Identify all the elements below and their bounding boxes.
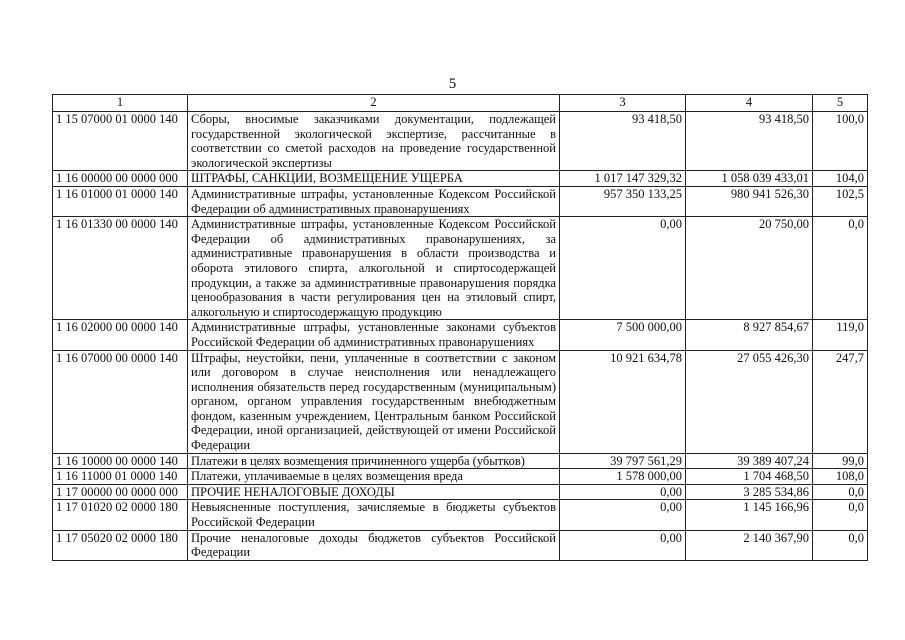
- table-row: [53, 453, 868, 469]
- revenue-name: Административные штрафы, установленные Кодексом Российской Федерации об административных правонарушениях: [188, 186, 560, 216]
- revenue-name: Платежи, уплачиваемые в целях возмещения вреда: [188, 469, 560, 485]
- plan-amount: 957 350 133,25: [560, 186, 686, 216]
- execution-percent: 99,0: [813, 453, 868, 469]
- actual-amount: 1 704 468,50: [686, 469, 813, 485]
- actual-amount: 20 750,00: [686, 217, 813, 320]
- budget-code: 1 17 01020 02 0000 180: [53, 500, 188, 530]
- revenue-name: Административные штрафы, установленные Кодексом Российской Федерации об административных правонарушениях, за административные правонарушения в области производства и оборота этилового спирта, алкогольной и спиртосодержащей продукции, а также за административные правонарушения порядка ценообразования в части регулирования цен на этиловый спирт, алкогольную и спиртосодержащую продукцию: [188, 217, 560, 320]
- execution-percent: 0,0: [813, 217, 868, 320]
- table-row: [53, 530, 868, 560]
- plan-amount: 39 797 561,29: [560, 453, 686, 469]
- revenue-name: Штрафы, неустойки, пени, уплаченные в соответствии с законом или договором в случае неисполнения или ненадлежащего исполнения обязательств перед государственным (муниципальным) органом, органом управления государственным внебюджетным фондом, казенным учреждением, Центральным банком Российской Федерации, иной организацией, действующей от имени Российской Федерации: [188, 350, 560, 453]
- table-row: [53, 186, 868, 216]
- revenue-name: Прочие неналоговые доходы бюджетов субъектов Российской Федерации: [188, 530, 560, 560]
- execution-percent: 108,0: [813, 469, 868, 485]
- plan-amount: 0,00: [560, 217, 686, 320]
- execution-percent: 247,7: [813, 350, 868, 453]
- column-header-code: 1: [53, 95, 188, 112]
- budget-code: 1 16 01000 01 0000 140: [53, 186, 188, 216]
- plan-amount: 93 418,50: [560, 112, 686, 171]
- execution-percent: 119,0: [813, 320, 868, 350]
- table-row: [53, 350, 868, 453]
- column-header-percent: 5: [813, 95, 868, 112]
- revenue-name: ПРОЧИЕ НЕНАЛОГОВЫЕ ДОХОДЫ: [188, 484, 560, 500]
- table-row: [53, 500, 868, 530]
- actual-amount: 93 418,50: [686, 112, 813, 171]
- plan-amount: 0,00: [560, 484, 686, 500]
- table-row: [53, 320, 868, 350]
- table-row: [53, 484, 868, 500]
- budget-code: 1 16 00000 00 0000 000: [53, 171, 188, 187]
- execution-percent: 104,0: [813, 171, 868, 187]
- revenue-table: [52, 94, 868, 561]
- budget-code: 1 17 00000 00 0000 000: [53, 484, 188, 500]
- execution-percent: 100,0: [813, 112, 868, 171]
- plan-amount: 1 578 000,00: [560, 469, 686, 485]
- budget-code: 1 15 07000 01 0000 140: [53, 112, 188, 171]
- page-number: 5: [448, 76, 457, 92]
- column-header-name: 2: [188, 95, 560, 112]
- revenue-name: Невыясненные поступления, зачисляемые в бюджеты субъектов Российской Федерации: [188, 500, 560, 530]
- actual-amount: 2 140 367,90: [686, 530, 813, 560]
- revenue-name: Платежи в целях возмещения причиненного ущерба (убытков): [188, 453, 560, 469]
- budget-code: 1 16 11000 01 0000 140: [53, 469, 188, 485]
- execution-percent: 0,0: [813, 484, 868, 500]
- table-row: [53, 469, 868, 485]
- table-row: [53, 112, 868, 171]
- plan-amount: 7 500 000,00: [560, 320, 686, 350]
- budget-code: 1 16 10000 00 0000 140: [53, 453, 188, 469]
- column-header-actual: 4: [686, 95, 813, 112]
- revenue-name: Сборы, вносимые заказчиками документации, подлежащей государственной экологической экспертизе, рассчитанные в соответствии со сметой расходов на проведение государственной экологической экспертизы: [188, 112, 560, 171]
- execution-percent: 0,0: [813, 500, 868, 530]
- budget-code: 1 17 05020 02 0000 180: [53, 530, 188, 560]
- actual-amount: 39 389 407,24: [686, 453, 813, 469]
- actual-amount: 1 145 166,96: [686, 500, 813, 530]
- execution-percent: 0,0: [813, 530, 868, 560]
- actual-amount: 8 927 854,67: [686, 320, 813, 350]
- actual-amount: 3 285 534,86: [686, 484, 813, 500]
- actual-amount: 1 058 039 433,01: [686, 171, 813, 187]
- plan-amount: 0,00: [560, 530, 686, 560]
- actual-amount: 980 941 526,30: [686, 186, 813, 216]
- plan-amount: 10 921 634,78: [560, 350, 686, 453]
- table-row: [53, 217, 868, 320]
- plan-amount: 0,00: [560, 500, 686, 530]
- budget-code: 1 16 02000 00 0000 140: [53, 320, 188, 350]
- budget-code: 1 16 01330 00 0000 140: [53, 217, 188, 320]
- revenue-name: ШТРАФЫ, САНКЦИИ, ВОЗМЕЩЕНИЕ УЩЕРБА: [188, 171, 560, 187]
- table-header-row: [53, 95, 868, 112]
- column-header-plan: 3: [560, 95, 686, 112]
- plan-amount: 1 017 147 329,32: [560, 171, 686, 187]
- actual-amount: 27 055 426,30: [686, 350, 813, 453]
- budget-code: 1 16 07000 00 0000 140: [53, 350, 188, 453]
- revenue-name: Административные штрафы, установленные законами субъектов Российской Федерации об административных правонарушениях: [188, 320, 560, 350]
- table-row: [53, 171, 868, 187]
- execution-percent: 102,5: [813, 186, 868, 216]
